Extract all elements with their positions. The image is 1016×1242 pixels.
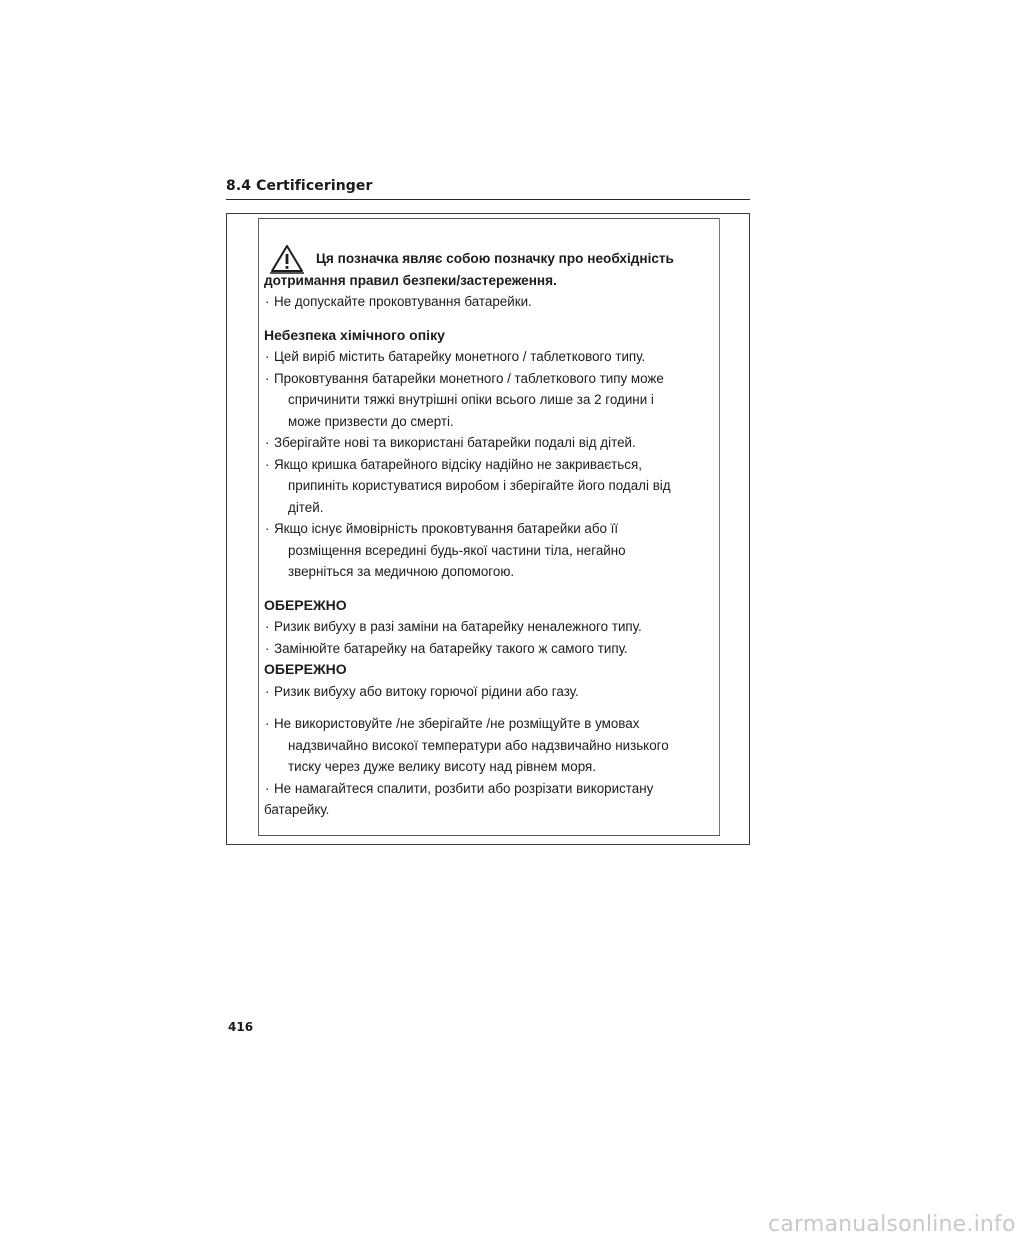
chemical-bullet-2: · Проковтування батарейки монетного / таблеткового типу може	[264, 368, 710, 390]
chemical-burn-heading: Небезпека хімічного опіку	[264, 326, 445, 343]
scan-left-border	[258, 218, 259, 836]
chemical-bullet-5-cont-1: розміщення всередині будь-якої частини тіла, негайно	[288, 542, 626, 558]
chemical-bullet-4-cont-2: дітей.	[288, 499, 324, 515]
caution-2-bullet-3: · Не намагайтеся спалити, розбити або розрізати використану	[264, 778, 710, 800]
caution-heading-1: ОБЕРЕЖНО	[264, 596, 347, 613]
caution-2-bullet-2: · Не використовуйте /не зберігайте /не розміщуйте в умовах	[264, 713, 710, 735]
section-title: 8.4 Certificeringer	[226, 178, 373, 194]
chemical-bullet-4: · Якщо кришка батарейного відсіку надійно не закривається,	[264, 454, 710, 476]
scan-top-border	[258, 218, 720, 219]
section-header	[226, 178, 750, 200]
chemical-bullet-2-cont-1: спричинити тяжкі внутрішні опіки всього лише за 2 години і	[288, 392, 654, 407]
warning-line-2: дотримання правил безпеки/застереження.	[264, 272, 557, 288]
intro-bullet: · Не допускайте проковтування батарейки.	[264, 291, 710, 313]
scan-bottom-border	[258, 835, 720, 836]
caution-2-bullet-2-cont-1: надзвичайно високої температури або надзвичайно низького	[288, 737, 669, 753]
page-number: 416	[228, 1020, 254, 1034]
chemical-bullet-5: · Якщо існує ймовірність проковтування батарейки або її	[264, 518, 710, 540]
caution-2-bullet-3-cont: батарейку.	[264, 802, 330, 817]
safety-notice	[264, 244, 710, 821]
scan-right-border	[719, 218, 720, 836]
warning-line-1: Ця позначка являє собою позначку про необхідність	[316, 251, 674, 266]
caution-heading-2: ОБЕРЕЖНО	[264, 661, 347, 677]
chemical-bullet-5-cont-2: зверніться за медичною допомогою.	[288, 564, 515, 579]
caution-2-bullet-1: · Ризик вибуху або витоку горючої рідини або газу.	[264, 681, 710, 703]
warning-triangle-icon	[270, 244, 304, 274]
chemical-bullet-3: · Зберігайте нові та використані батарейки подалі від дітей.	[264, 432, 710, 454]
caution-2-bullet-2-cont-2: тиску через дуже велику висоту над рівнем моря.	[288, 759, 596, 774]
site-watermark: carmanualsonline.info	[768, 1212, 1016, 1237]
warning-statement	[264, 248, 710, 270]
caution-1-bullet-2: · Замінюйте батарейку на батарейку такого ж самого типу.	[264, 638, 710, 660]
chemical-bullet-1: · Цей виріб містить батарейку монетного / таблеткового типу.	[264, 346, 710, 368]
chemical-bullet-4-cont-1: припиніть користуватися виробом і зберігайте його подалі від	[288, 478, 671, 493]
caution-1-bullet-1: · Ризик вибуху в разі заміни на батарейку неналежного типу.	[264, 616, 710, 638]
chemical-bullet-2-cont-2: може призвести до смерті.	[288, 413, 454, 429]
